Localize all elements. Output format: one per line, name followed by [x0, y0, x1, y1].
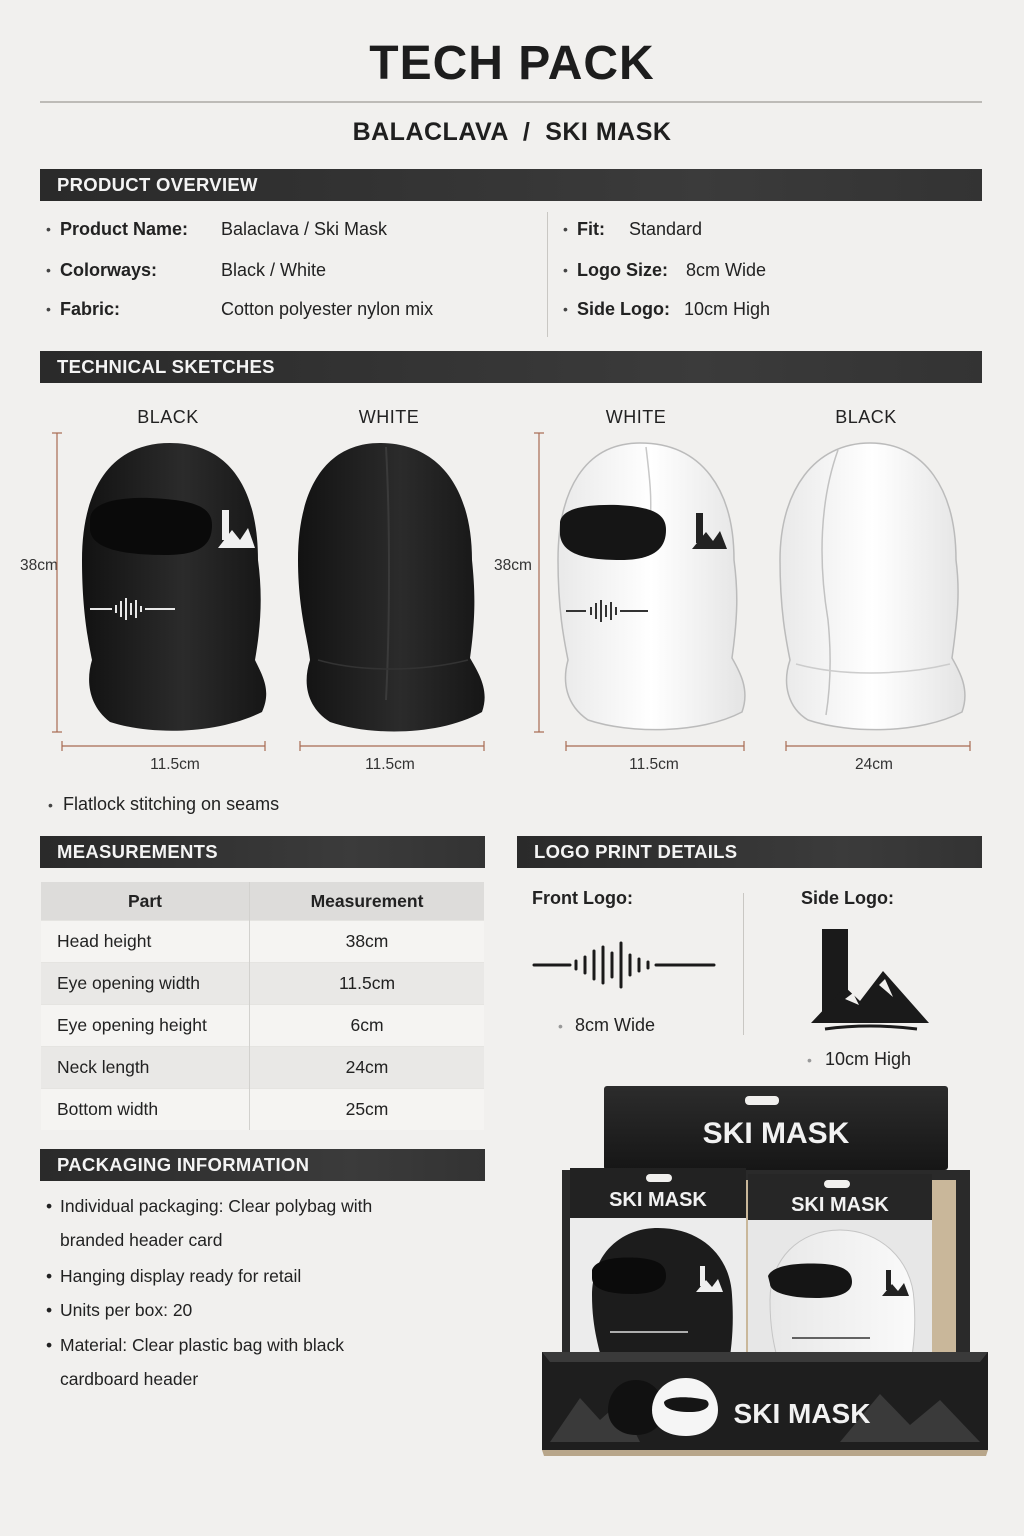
- right-bag-brand: SKI MASK: [791, 1194, 889, 1216]
- overview-label-fabric: Fabric:: [60, 299, 121, 319]
- display-header-brand: SKI MASK: [702, 1117, 850, 1150]
- packaging-item: branded header card: [60, 1230, 223, 1250]
- sketch-caption-2: WHITE: [358, 407, 420, 427]
- bullet: •: [46, 1196, 53, 1216]
- packaging-item: Hanging display ready for retail: [60, 1266, 302, 1286]
- overview-value-fabric: Cotton polyester nylon mix: [221, 299, 434, 319]
- bullet: •: [46, 1300, 53, 1320]
- product-overview-heading: PRODUCT OVERVIEW: [40, 169, 982, 201]
- overview-value-side-logo: 10cm High: [684, 299, 771, 319]
- table-row: Eye opening height 6cm: [41, 1005, 484, 1047]
- black-mask-back: [298, 443, 485, 731]
- packaging-item: Units per box: 20: [60, 1300, 193, 1320]
- logo-print-heading: LOGO PRINT DETAILS: [517, 836, 982, 868]
- bullet: •: [46, 221, 51, 237]
- overview-label-product-name: Product Name:: [60, 219, 189, 239]
- title-divider: [40, 101, 982, 103]
- bullet: •: [558, 1018, 563, 1034]
- width-label-3: 11.5cm: [629, 756, 679, 773]
- bullet: •: [563, 262, 568, 278]
- sketch-caption-1: BLACK: [137, 407, 199, 427]
- white-mask-front: [558, 443, 745, 730]
- bullet: •: [46, 1266, 53, 1286]
- white-mask-back: [780, 443, 965, 730]
- left-bag-brand: SKI MASK: [609, 1189, 707, 1211]
- stitching-note: Flatlock stitching on seams: [63, 794, 280, 814]
- width-label-4: 24cm: [855, 756, 893, 773]
- sketch-caption-4: BLACK: [835, 407, 897, 427]
- technical-sketches-heading: TECHNICAL SKETCHES: [40, 351, 982, 383]
- bullet: •: [46, 262, 51, 278]
- overview-value-fit: Standard: [629, 219, 703, 239]
- sketch-caption-3: WHITE: [605, 407, 667, 427]
- front-logo-label: Front Logo:: [532, 888, 633, 908]
- bullet: •: [46, 301, 51, 317]
- table-row: Head height 38cm: [41, 921, 484, 963]
- overview-label-colorways: Colorways:: [60, 260, 158, 280]
- packaging-item: Material: Clear plastic bag with black: [60, 1335, 345, 1355]
- bullet: •: [46, 1335, 53, 1355]
- measurements-table: [41, 882, 484, 1130]
- front-logo-soundwave-icon: [530, 935, 720, 995]
- overview-value-logo-size: 8cm Wide: [686, 260, 767, 280]
- bullet: •: [563, 221, 568, 237]
- black-mask-front: [82, 443, 266, 731]
- width-label-2: 11.5cm: [365, 756, 415, 773]
- side-logo-size: 10cm High: [825, 1049, 912, 1069]
- table-row: Neck length 24cm: [41, 1047, 484, 1089]
- overview-label-logo-size: Logo Size:: [577, 260, 668, 280]
- measurements-heading: MEASUREMENTS: [40, 836, 485, 868]
- page-subtitle: BALACLAVA / SKI MASK: [352, 118, 672, 146]
- table-header-measurement: Measurement: [250, 882, 485, 921]
- front-panel-brand: SKI MASK: [733, 1398, 871, 1429]
- overview-label-side-logo: Side Logo:: [577, 299, 670, 319]
- table-row: Eye opening width 11.5cm: [41, 963, 484, 1005]
- table-row: Bottom width 25cm: [41, 1089, 484, 1131]
- packaging-item: Individual packaging: Clear polybag with: [60, 1196, 373, 1216]
- bullet: •: [807, 1052, 812, 1068]
- overview-value-colorways: Black / White: [221, 260, 327, 280]
- packaging-item: cardboard header: [60, 1369, 199, 1389]
- bullet: •: [48, 797, 53, 813]
- height-label-right: 38cm: [494, 557, 532, 574]
- overview-label-fit: Fit:: [577, 219, 605, 239]
- logo-divider: [743, 893, 744, 1035]
- packaging-heading: PACKAGING INFORMATION: [40, 1149, 485, 1181]
- width-label-1: 11.5cm: [150, 756, 200, 773]
- height-label-left: 38cm: [20, 557, 58, 574]
- overview-divider: [547, 212, 548, 337]
- technical-sketches-illustration: [0, 420, 1024, 760]
- side-logo-label: Side Logo:: [801, 888, 894, 908]
- overview-value-product-name: Balaclava / Ski Mask: [221, 219, 388, 239]
- side-logo-mountain-icon: [805, 925, 935, 1035]
- page-title: TECH PACK: [369, 37, 655, 90]
- front-logo-size: 8cm Wide: [575, 1015, 656, 1035]
- table-header-part: Part: [41, 882, 250, 921]
- bullet: •: [563, 301, 568, 317]
